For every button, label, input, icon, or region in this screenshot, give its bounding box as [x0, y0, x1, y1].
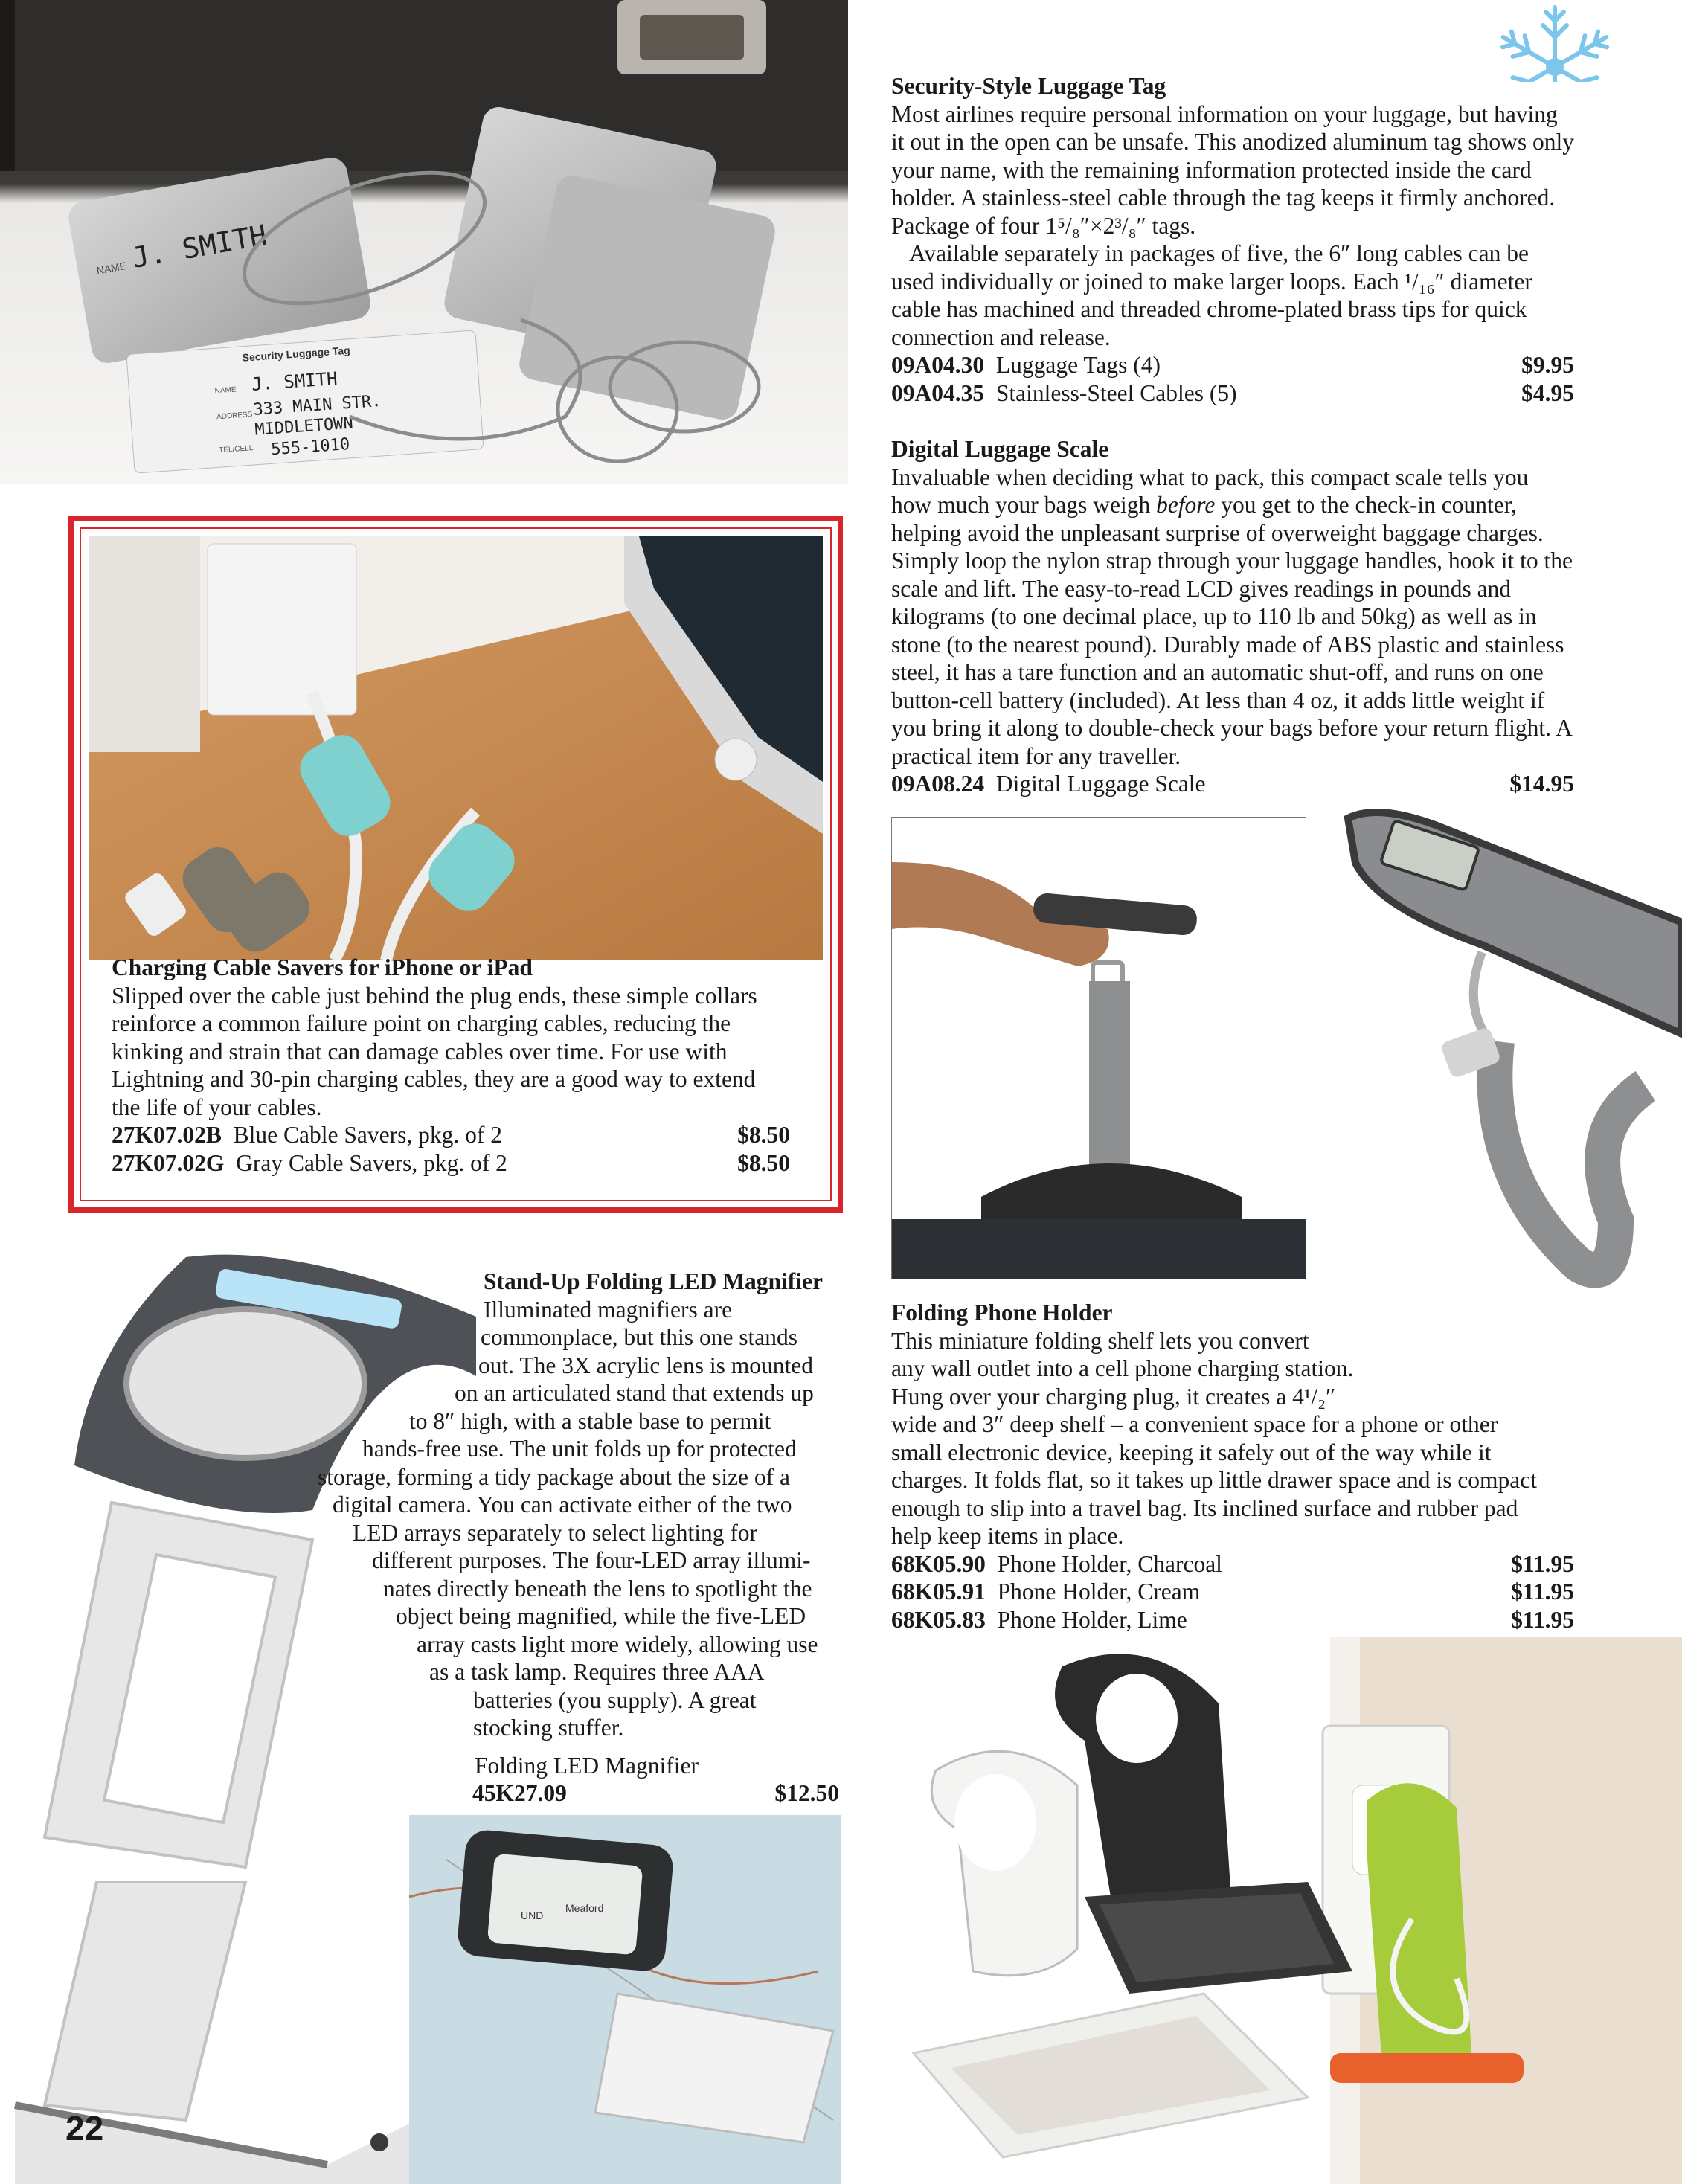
product-name: Blue Cable Savers, pkg. of 2: [233, 1122, 502, 1148]
sku: 27K07.02G: [112, 1149, 225, 1176]
luggage-tag-section: [891, 72, 1574, 407]
magnifier-item-name: Folding LED Magnifier: [475, 1752, 699, 1779]
cable-savers-featured-box: [68, 516, 843, 1213]
magnifier-line: on an articulated stand that extends up: [455, 1380, 814, 1406]
phone-holder-section: [891, 1299, 1574, 1634]
product-row: [112, 1121, 790, 1149]
price: $11.95: [1511, 1606, 1574, 1633]
price: $12.50: [774, 1780, 839, 1806]
cable-savers-description: Slipped over the cable just behind the plug ends, these simple collars reinforce a common failure point on charging cables, reducing the kinking and strain that can damage cables over time. For use with Lightning and 30-pin charging cables, they are a good way to extend the life of your cables.: [112, 982, 757, 1120]
phone-holder-line: small electronic device, keeping it safely out of the way while it: [891, 1439, 1492, 1465]
magnifier-line: digital camera. You can activate either of the two: [333, 1491, 792, 1517]
price: $8.50: [737, 1149, 790, 1176]
product-name: Phone Holder, Cream: [997, 1578, 1201, 1605]
scale-title: Digital Luggage Scale: [891, 436, 1109, 462]
sku: 45K27.09: [472, 1780, 567, 1806]
scale-section: [891, 435, 1574, 798]
magnifier-line: out. The 3X acrylic lens is mounted: [478, 1352, 813, 1378]
magnifier-line: as a task lamp. Requires three AAA: [429, 1659, 765, 1685]
snowflake-top-right-icon: [1480, 0, 1629, 82]
scale-desc-part1: Invaluable when deciding what to pack, this compact scale tells you how much your bags weigh: [891, 463, 1529, 518]
card-label-address: ADDRESS: [216, 410, 253, 422]
map-label-meaford: Meaford: [565, 1902, 604, 1914]
magnifier-line: array casts light more widely, allowing use: [417, 1631, 818, 1657]
magnifier-line: LED arrays separately to select lighting for: [353, 1519, 758, 1546]
magnifier-line: Illuminated magnifiers are: [484, 1296, 733, 1323]
product-row: [891, 770, 1574, 798]
phone-holder-line: charges. It folds flat, so it takes up little drawer space and is compact: [891, 1467, 1538, 1493]
card-title: Security Luggage Tag: [242, 344, 351, 364]
product-row: [891, 351, 1574, 379]
sku: 68K05.90: [891, 1550, 986, 1577]
luggage-tag-description: Most airlines require personal information on your luggage, but having it out in the open can be unsafe. This anodized aluminum tag shows only your name, with the remaining information protected inside the card holder. A stainless-steel cable through the tag keeps it firmly anchored. Package of four 1⁵/₈″×2³/₈″ tags.: [891, 100, 1574, 239]
cable-savers-photo: [89, 536, 823, 960]
product-name: Phone Holder, Lime: [997, 1606, 1187, 1633]
map-label-und: UND: [521, 1910, 544, 1921]
scale-closeup-photo: [1333, 803, 1682, 1339]
product-name: Gray Cable Savers, pkg. of 2: [236, 1149, 507, 1176]
price: $4.95: [1521, 379, 1574, 406]
scale-description: [891, 463, 1574, 771]
product-name: Luggage Tags (4): [995, 352, 1161, 378]
scale-desc-italic: before: [1156, 492, 1216, 518]
magnifier-line: nates directly beneath the lens to spotlight the: [383, 1575, 812, 1602]
phone-holder-line: Hung over your charging plug, it creates a 4¹/₂″: [891, 1383, 1336, 1410]
cable-savers-title: Charging Cable Savers for iPhone or iPad: [112, 954, 533, 980]
price: $11.95: [1511, 1578, 1574, 1605]
magnifier-line: stocking stuffer.: [473, 1715, 624, 1741]
product-row: [891, 1550, 1574, 1578]
sku: 09A04.35: [891, 379, 985, 406]
card-label-name: NAME: [214, 385, 237, 396]
luggage-tag-photo: [0, 0, 848, 484]
phone-holder-line: help keep items in place.: [891, 1523, 1124, 1549]
card-line-name: J. SMITH: [251, 367, 338, 395]
product-name: Digital Luggage Scale: [995, 771, 1206, 797]
price: $14.95: [1509, 771, 1574, 797]
luggage-tag-cables-description: Available separately in packages of five, the 6″ long cables can be used individually or joined to make larger loops. Each ¹/₁₆″ diameter cable has machined and threaded chrome-plated brass tips for quick connection and release.: [891, 240, 1532, 350]
card-line-address: 333 MAIN STR.: [252, 391, 382, 420]
phone-holder-photo: [891, 1637, 1682, 2184]
price: $11.95: [1511, 1550, 1574, 1577]
magnifier-line: to 8″ high, with a stable base to permit: [409, 1407, 771, 1434]
sku: 68K05.91: [891, 1578, 986, 1605]
magnifier-line: hands-free use. The unit folds up for protected: [362, 1436, 797, 1462]
phone-holder-line: This miniature folding shelf lets you convert: [891, 1327, 1309, 1354]
price: $9.95: [1521, 352, 1574, 378]
magnifier-line: different purposes. The four-LED array illumi-: [372, 1547, 811, 1573]
scale-in-use-photo: [891, 817, 1306, 1279]
magnifier-line: object being magnified, while the five-LED: [396, 1603, 806, 1629]
tag-name-label: NAME: [95, 259, 128, 277]
product-row: [891, 379, 1574, 408]
magnifier-line: batteries (you supply). A great: [473, 1686, 757, 1713]
card-line-phone: 555-1010: [270, 434, 350, 460]
sku: 09A04.30: [891, 352, 985, 378]
price: $8.50: [737, 1122, 790, 1148]
luggage-tag-title: Security-Style Luggage Tag: [891, 73, 1166, 99]
folded-magnifier-on-map: [409, 1815, 841, 2184]
product-name: Stainless-Steel Cables (5): [995, 379, 1237, 406]
phone-holder-line: enough to slip into a travel bag. Its inclined surface and rubber pad: [891, 1494, 1518, 1521]
tag-handwritten-name: J. SMITH: [129, 218, 269, 274]
magnifier-line: storage, forming a tidy package about the size of a: [318, 1463, 791, 1490]
sku: 09A08.24: [891, 771, 985, 797]
sku: 27K07.02B: [112, 1122, 222, 1148]
security-card: [126, 330, 484, 473]
product-name: Phone Holder, Charcoal: [997, 1550, 1222, 1577]
product-row: [283, 1779, 839, 1808]
sku: 68K05.83: [891, 1606, 986, 1633]
scale-desc-part2: you get to the check-in counter, helping avoid the unpleasant surprise of overweight baggage charges. Simply loop the nylon strap through your luggage handles, hook it to the scale and lift. The easy-to-read LCD gives readings in pounds and kilograms (to one decimal place, up to 110 lb and 50kg) as well as in stone (to the nearest pound). Durably made of ABS plastic and stainless steel, it has a tare function and an automatic shut-off, and runs on one button-cell battery (included). At less than 4 oz, it adds little weight if you bring it along to double-check your bags before your return flight. A practical item for any traveller.: [891, 492, 1573, 769]
product-row: [891, 1606, 1574, 1634]
product-row: [112, 1149, 790, 1178]
card-label-tel: TEL/CELL: [218, 444, 254, 455]
magnifier-title: Stand-Up Folding LED Magnifier: [484, 1268, 823, 1294]
phone-holder-line: wide and 3″ deep shelf – a convenient space for a phone or other: [891, 1411, 1498, 1437]
magnifier-line: commonplace, but this one stands: [481, 1324, 798, 1350]
card-line-city: MIDDLETOWN: [254, 414, 354, 440]
phone-holder-title: Folding Phone Holder: [891, 1300, 1113, 1326]
phone-holder-line: any wall outlet into a cell phone charging station.: [891, 1355, 1354, 1381]
product-row: [891, 1578, 1574, 1606]
magnifier-section: [283, 1268, 848, 1808]
page-number: 22: [65, 2109, 104, 2148]
